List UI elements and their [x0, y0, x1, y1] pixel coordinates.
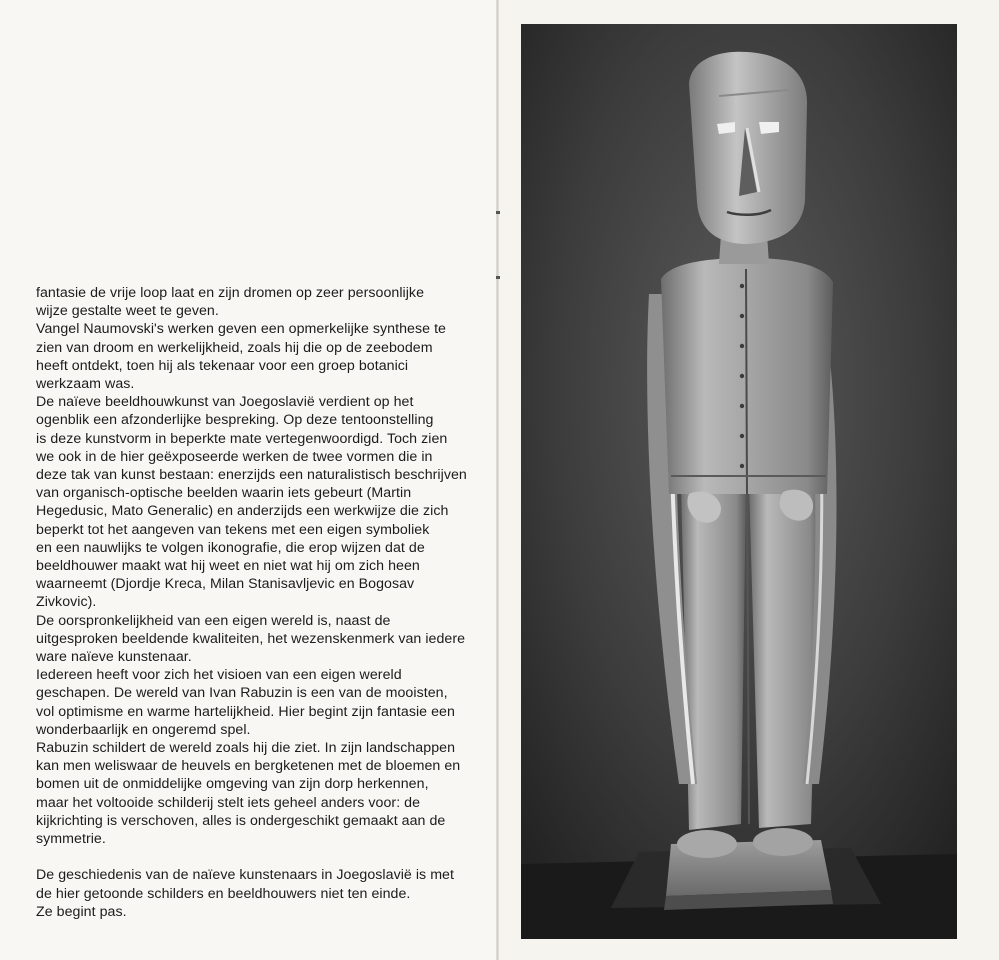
text-line: beperkt tot het aangeven van tekens met een eigen symboliek [36, 521, 430, 538]
left-page [0, 0, 498, 960]
text-line: De geschiedenis van de naïeve kunstenaars in Joegoslavië is met [36, 867, 454, 884]
text-line: kijkrichting is verschoven, alles is ondergeschikt gemaakt aan de [36, 812, 446, 829]
text-line: Ze begint pas. [36, 903, 127, 920]
text-line: Hegedusic, Mato Generalic) en anderzijds een werkwijze die zich [36, 503, 449, 520]
text-line: uitgesproken beeldende kwaliteiten, het wezenskenmerk van iedere [36, 630, 466, 647]
text-line: geschapen. De wereld van Ivan Rabuzin is een van de mooisten, [36, 685, 448, 702]
text-line: fantasie de vrije loop laat en zijn dromen op zeer persoonlijke [36, 285, 425, 301]
paragraph-spacer [36, 848, 481, 866]
text-line: bomen uit de onmiddelijke omgeving van zijn dorp herkennen, [36, 776, 429, 793]
text-line: de hier getoonde schilders en beeldhouwers niet ten einde. [36, 885, 411, 902]
text-line: Iedereen heeft voor zich het visioen van een eigen wereld [36, 667, 402, 684]
body-text [36, 284, 481, 921]
text-line: Rabuzin schildert de wereld zoals hij die ziet. In zijn landschappen [36, 740, 456, 757]
page-gutter [496, 0, 499, 960]
text-line: van organisch-optische beelden waarin iets gebeurt (Martin [36, 485, 412, 502]
text-line: De oorspronkelijkheid van een eigen wereld is, naast de [36, 612, 391, 629]
text-line: wonderbaarlijk en ongeremd spel. [36, 721, 251, 738]
text-line: Zivkovic). [36, 594, 97, 611]
text-line: is deze kunstvorm in beperkte mate vertegenwoordigd. Toch zien [36, 430, 448, 447]
text-line: De naïeve beeldhouwkunst van Joegoslavië verdient op het [36, 394, 414, 411]
text-line: maar het voltooide schilderij stelt iets geheel anders voor: de [36, 794, 421, 811]
text-line: wijze gestalte weet te geven. [36, 303, 219, 320]
gutter-mark [496, 276, 500, 279]
text-line: Vangel Naumovski's werken geven een opmerkelijke synthese te [36, 321, 447, 338]
text-line: deze tak van kunst bestaan: enerzijds een naturalistisch beschrijven [36, 467, 467, 484]
text-line: heeft ontdekt, toen hij als tekenaar voor een groep botanici [36, 357, 409, 374]
text-line: symmetrie. [36, 831, 106, 848]
gutter-mark [496, 211, 500, 214]
text-line: zien van droom en werkelijkheid, zoals hij die op de zeebodem [36, 339, 433, 356]
text-line: kan men weliswaar de heuvels en bergketenen met de bloemen en [36, 758, 461, 775]
text-line: beeldhouwer maakt wat hij weet en niet wat hij om zich heen [36, 558, 420, 575]
text-line: ogenblik een afzonderlijke bespreking. Op deze tentoonstelling [36, 412, 434, 429]
text-line: we ook in de hier geëxposeerde werken de twee vormen die in [36, 448, 433, 465]
text-line: en een nauwlijks te volgen ikonografie, die erop wijzen dat de [36, 539, 425, 556]
sculpture-photo [521, 24, 957, 939]
text-line: werkzaam was. [36, 376, 135, 393]
text-line: vol optimisme en warme hartelijkheid. Hier begint zijn fantasie een [36, 703, 455, 720]
text-line: waarneemt (Djordje Kreca, Milan Stanisavljevic en Bogosav [36, 576, 415, 593]
text-line: ware naïeve kunstenaar. [36, 649, 192, 666]
